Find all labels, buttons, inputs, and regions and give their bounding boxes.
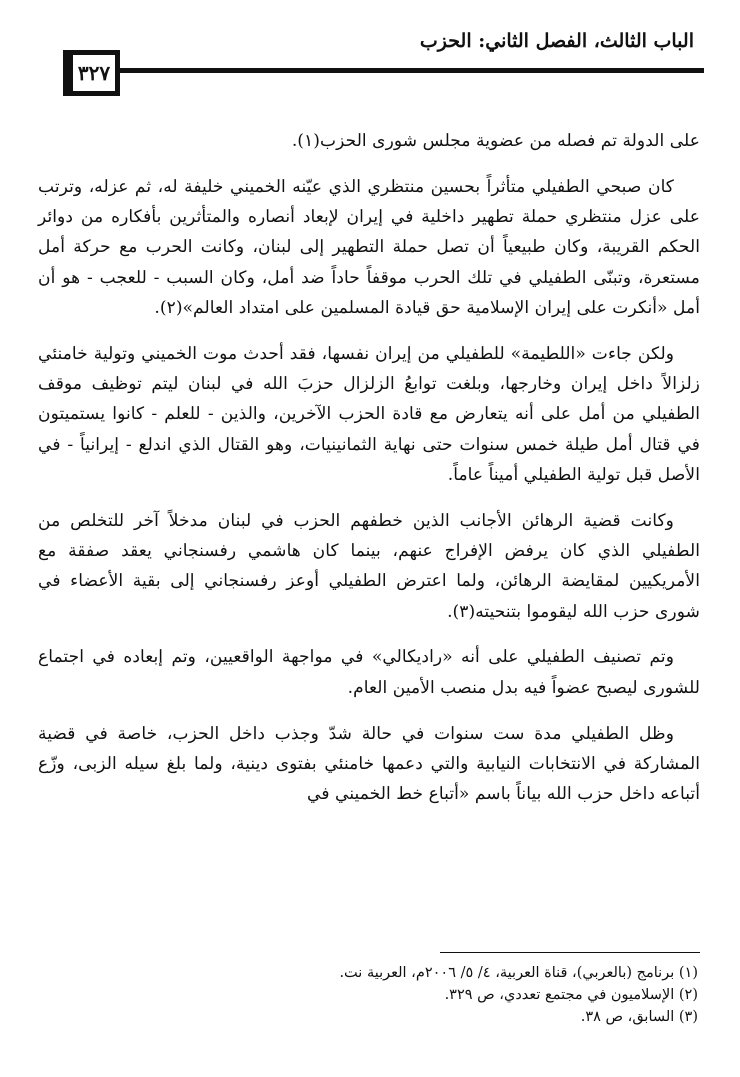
paragraph: [38, 339, 700, 490]
page-number: ٣٢٧: [77, 61, 111, 85]
paragraph-text: وكانت قضية الرهائن الأجانب الذين خطفهم الحزب في لبنان مدخلاً آخر للتخلص من الطفيلي الذي كان يرفض الإفراج عنهم، بينما كان هاشمي رفسنجاني يعقد صفقة مع الأمريكيين لمقايضة الرهائن، ولما اعترض الطفيلي أوعز رفسنجاني إلى بقية الأعضاء في شورى حزب الله ليقوموا بتنحيته(٣).: [38, 510, 700, 622]
header-rule: [120, 68, 704, 73]
paragraph-text: وظل الطفيلي مدة ست سنوات في حالة شدّ وجذب داخل الحزب، خاصة في قضية المشاركة في الانتخابات النيابية والتي دعمها خامنئي بفتوى دينية، ولما بلغ سيله الزبى، وزّع أتباعه داخل حزب الله بياناً باسم «أتباع خط الخميني في: [38, 723, 700, 805]
paragraph: [38, 642, 700, 703]
footnote: (٢) الإسلاميون في مجتمع تعددي، ص ٣٢٩.: [444, 987, 698, 1003]
paragraph-text: وتم تصنيف الطفيلي على أنه «راديكالي» في مواجهة الواقعيين، وتم إبعاده في اجتماع للشورى ليصبح عضواً فيه بدل منصب الأمين العام.: [38, 647, 700, 698]
paragraph-text: كان صبحي الطفيلي متأثراً بحسين منتظري الذي عيّنه الخميني خليفة له، ثم عزله، وترتب على عزل منتظري حملة تطهير داخلية في إيران لإبعاد أنصاره والمتأثرين بأفكاره من دوائر الحكم القريبة، وكان طبيعياً أن تصل حملة التطهير إلى لبنان، وكانت الحرب مع حركة أمل مستعرة، وتبنّى الطفيلي في تلك الحرب موقفاً حاداً ضد أمل، وكان السبب - للعجب - هو أن أمل «أنكرت على إيران الإسلامية حق قيادة المسلمين على امتداد العالم»(٢).: [38, 176, 700, 318]
paragraph: [38, 126, 700, 156]
page-number-box: [68, 50, 120, 96]
footnote: (٣) السابق، ص ٣٨.: [580, 1009, 698, 1025]
footnote: (١) برنامج (بالعربي)، قناة العربية، ٤/ ٥/ ٢٠٠٦م، العربية نت.: [339, 965, 698, 981]
footnotes: [38, 962, 698, 1028]
paragraph-text: على الدولة تم فصله من عضوية مجلس شورى الحزب(١).: [291, 131, 700, 151]
paragraph: [38, 172, 700, 323]
paragraph-text: ولكن جاءت «اللطيمة» للطفيلي من إيران نفسها، فقد أحدث موت الخميني وتولية خامنئي زلزالاً داخل إيران وخارجها، وبلغت توابعُ الزلزال حزبَ الله في لبنان ليتم توظيف موقف الطفيلي من أمل على أنه يتعارض مع قادة الحزب الآخرين، والذين - للعلم - كانوا يستميتون في قتال أمل طيلة خمس سنوات حتى نهاية الثمانينيات، وهو القتال الذي اندلع - إيرانياً - في الأصل قبل تولية الطفيلي أميناً عاماً.: [38, 343, 700, 485]
paragraph: [38, 719, 700, 810]
footnote-separator: [440, 952, 700, 953]
body-text: [38, 126, 700, 825]
running-header-title: الباب الثالث، الفصل الثاني: الحزب: [419, 30, 694, 52]
paragraph: [38, 506, 700, 627]
